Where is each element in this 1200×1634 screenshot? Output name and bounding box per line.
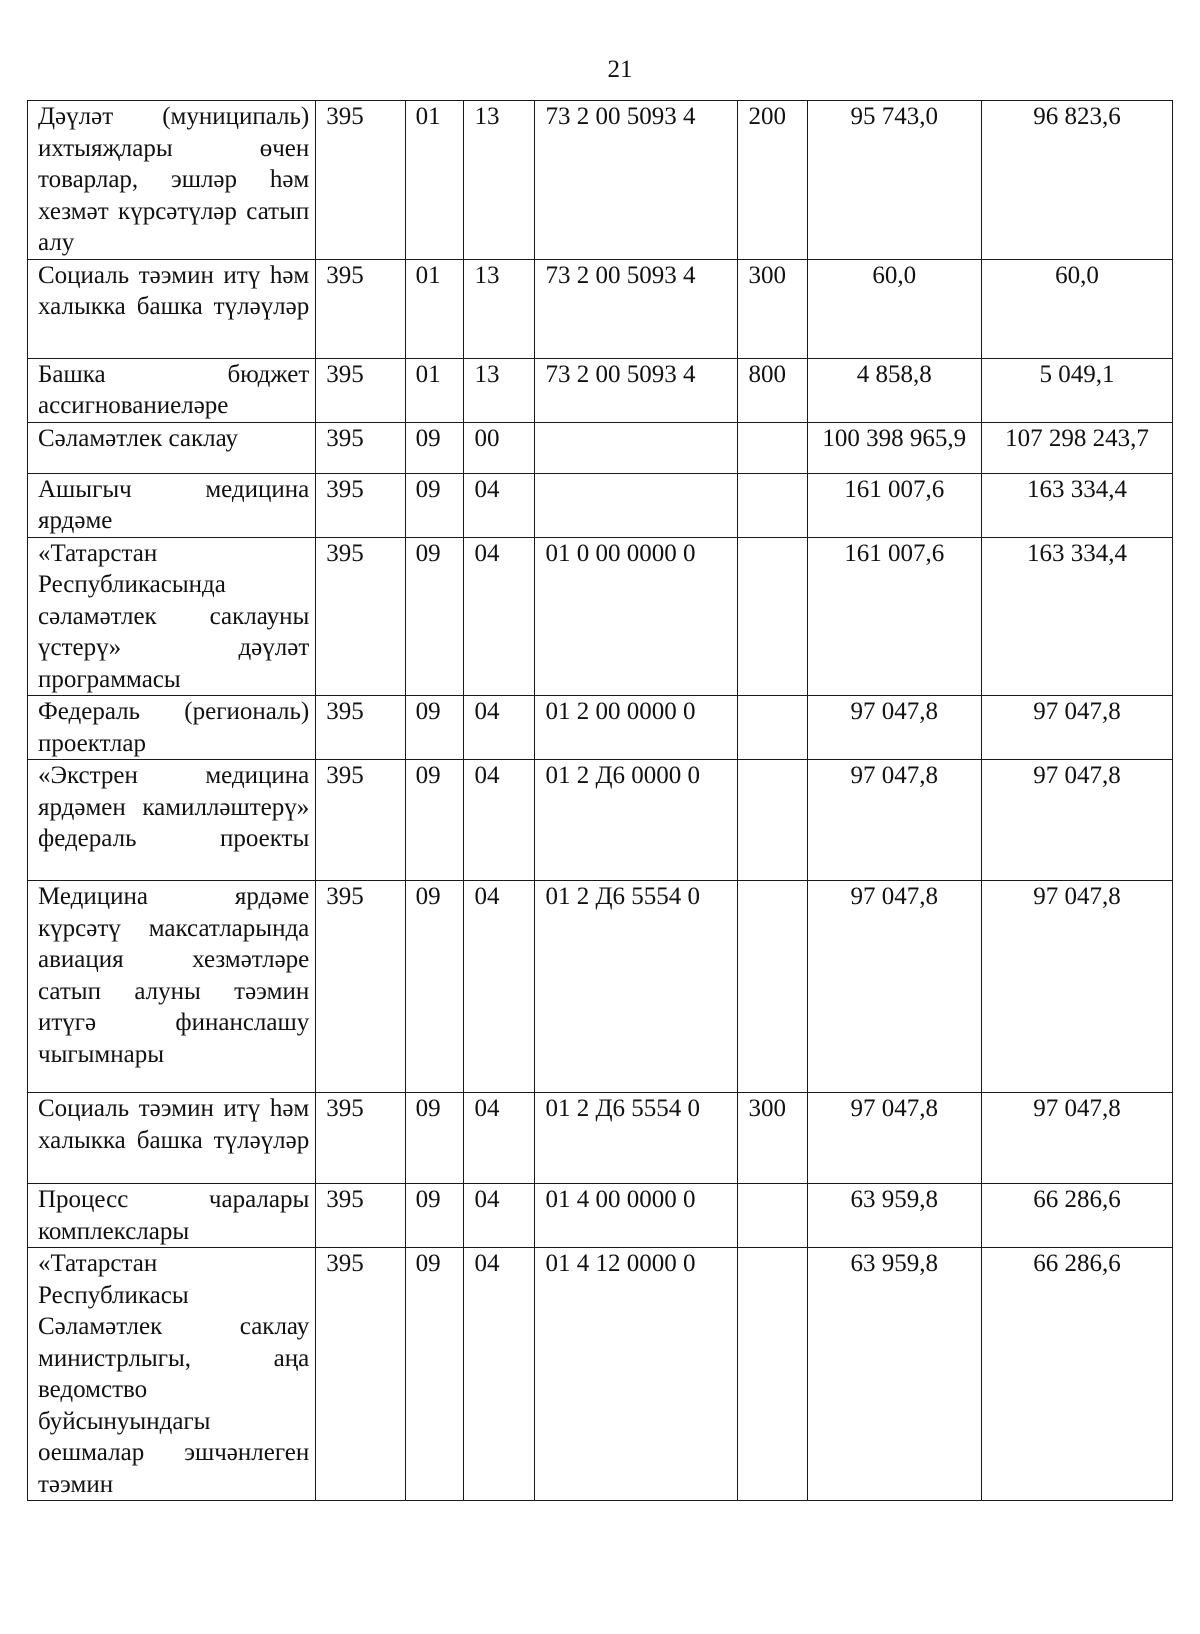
row-rz: 09 (405, 881, 464, 1093)
row-sum-2: 66 286,6 (982, 1184, 1173, 1248)
table-row (28, 1248, 1173, 1501)
row-name: «Татарстан Республикасында сәламәтлек саклауны үстерү» дәүләт программасы (28, 537, 316, 696)
row-csr: 01 0 00 0000 0 (535, 537, 738, 696)
row-vr: 800 (738, 358, 807, 422)
row-sum-1: 97 047,8 (807, 696, 982, 760)
row-name: Процесс чаралары комплекслары (28, 1184, 316, 1248)
row-vr (738, 760, 807, 881)
row-pr: 13 (464, 259, 535, 358)
row-name: Социаль тәэмин итү һәм халыкка башка түләүләр (28, 1093, 316, 1184)
row-vr (738, 881, 807, 1093)
row-csr: 01 2 00 0000 0 (535, 696, 738, 760)
table-row (28, 358, 1173, 422)
row-gr: 395 (316, 537, 405, 696)
table-row (28, 259, 1173, 358)
row-sum-2: 163 334,4 (982, 473, 1173, 537)
row-csr: 73 2 00 5093 4 (535, 259, 738, 358)
row-pr: 04 (464, 1184, 535, 1248)
row-name: Сәламәтлек саклау (28, 422, 316, 473)
row-pr: 04 (464, 1248, 535, 1501)
row-rz: 09 (405, 473, 464, 537)
row-csr: 01 2 Д6 5554 0 (535, 1093, 738, 1184)
row-sum-1: 97 047,8 (807, 760, 982, 881)
row-sum-1: 100 398 965,9 (807, 422, 982, 473)
row-sum-2: 163 334,4 (982, 537, 1173, 696)
row-gr: 395 (316, 101, 405, 260)
row-name: Дәүләт (муниципаль) ихтыяҗлары өчен товарлар, эшләр һәм хезмәт күрсәтүләр сатып алу (28, 101, 316, 260)
row-pr: 04 (464, 537, 535, 696)
row-pr: 04 (464, 881, 535, 1093)
row-rz: 01 (405, 358, 464, 422)
table-row (28, 422, 1173, 473)
row-csr (535, 473, 738, 537)
row-pr: 13 (464, 358, 535, 422)
row-csr: 73 2 00 5093 4 (535, 101, 738, 260)
row-gr: 395 (316, 473, 405, 537)
row-vr (738, 473, 807, 537)
table-row (28, 473, 1173, 537)
row-pr: 04 (464, 473, 535, 537)
row-pr: 13 (464, 101, 535, 260)
table-row (28, 696, 1173, 760)
row-gr: 395 (316, 1248, 405, 1501)
row-csr: 73 2 00 5093 4 (535, 358, 738, 422)
table-row (28, 537, 1173, 696)
row-sum-2: 96 823,6 (982, 101, 1173, 260)
row-rz: 09 (405, 1248, 464, 1501)
row-vr: 200 (738, 101, 807, 260)
row-csr (535, 422, 738, 473)
row-pr: 04 (464, 1093, 535, 1184)
row-vr (738, 537, 807, 696)
row-sum-1: 97 047,8 (807, 1093, 982, 1184)
row-pr: 04 (464, 696, 535, 760)
row-vr (738, 1184, 807, 1248)
row-name: Ашыгыч медицина ярдәме (28, 473, 316, 537)
row-csr: 01 2 Д6 5554 0 (535, 881, 738, 1093)
row-name: Башка бюджет ассигнованиеләре (28, 358, 316, 422)
row-vr (738, 422, 807, 473)
row-sum-2: 97 047,8 (982, 1093, 1173, 1184)
row-sum-2: 107 298 243,7 (982, 422, 1173, 473)
row-rz: 09 (405, 760, 464, 881)
row-sum-2: 97 047,8 (982, 760, 1173, 881)
row-gr: 395 (316, 760, 405, 881)
row-pr: 04 (464, 760, 535, 881)
row-sum-1: 161 007,6 (807, 473, 982, 537)
row-name: Социаль тәэмин итү һәм халыкка башка түләүләр (28, 259, 316, 358)
row-gr: 395 (316, 358, 405, 422)
row-vr: 300 (738, 259, 807, 358)
row-rz: 09 (405, 422, 464, 473)
row-vr: 300 (738, 1093, 807, 1184)
row-gr: 395 (316, 881, 405, 1093)
row-gr: 395 (316, 696, 405, 760)
row-rz: 09 (405, 537, 464, 696)
row-rz: 09 (405, 696, 464, 760)
table-row (28, 1184, 1173, 1248)
row-sum-2: 97 047,8 (982, 881, 1173, 1093)
row-sum-2: 60,0 (982, 259, 1173, 358)
row-gr: 395 (316, 1184, 405, 1248)
row-sum-1: 60,0 (807, 259, 982, 358)
row-sum-2: 97 047,8 (982, 696, 1173, 760)
table-row (28, 881, 1173, 1093)
row-rz: 09 (405, 1093, 464, 1184)
row-name: «Татарстан Республикасы Сәламәтлек саклау министрлыгы, аңа ведомство буйсынуындагы оешмалар эшчәнлеген тәэмин (28, 1248, 316, 1501)
page-number: 21 (607, 56, 633, 83)
row-name: «Экстрен медицина ярдәмен камилләштерү» федераль проекты (28, 760, 316, 881)
row-pr: 00 (464, 422, 535, 473)
row-csr: 01 4 12 0000 0 (535, 1248, 738, 1501)
row-gr: 395 (316, 1093, 405, 1184)
row-sum-1: 63 959,8 (807, 1248, 982, 1501)
row-vr (738, 1248, 807, 1501)
row-sum-1: 63 959,8 (807, 1184, 982, 1248)
row-sum-1: 97 047,8 (807, 881, 982, 1093)
row-csr: 01 4 00 0000 0 (535, 1184, 738, 1248)
row-gr: 395 (316, 259, 405, 358)
row-csr: 01 2 Д6 0000 0 (535, 760, 738, 881)
row-gr: 395 (316, 422, 405, 473)
table-row (28, 760, 1173, 881)
row-name: Медицина ярдәме күрсәтү максатларында авиация хезмәтләре сатып алуны тәэмин итүгә финанслашу чыгымнары (28, 881, 316, 1093)
row-sum-1: 161 007,6 (807, 537, 982, 696)
row-rz: 09 (405, 1184, 464, 1248)
row-rz: 01 (405, 259, 464, 358)
row-vr (738, 696, 807, 760)
row-sum-1: 4 858,8 (807, 358, 982, 422)
row-sum-2: 66 286,6 (982, 1248, 1173, 1501)
row-name: Федераль (региональ) проектлар (28, 696, 316, 760)
budget-table (27, 100, 1173, 1501)
row-sum-1: 95 743,0 (807, 101, 982, 260)
table-row (28, 1093, 1173, 1184)
table-row (28, 101, 1173, 260)
row-rz: 01 (405, 101, 464, 260)
row-sum-2: 5 049,1 (982, 358, 1173, 422)
